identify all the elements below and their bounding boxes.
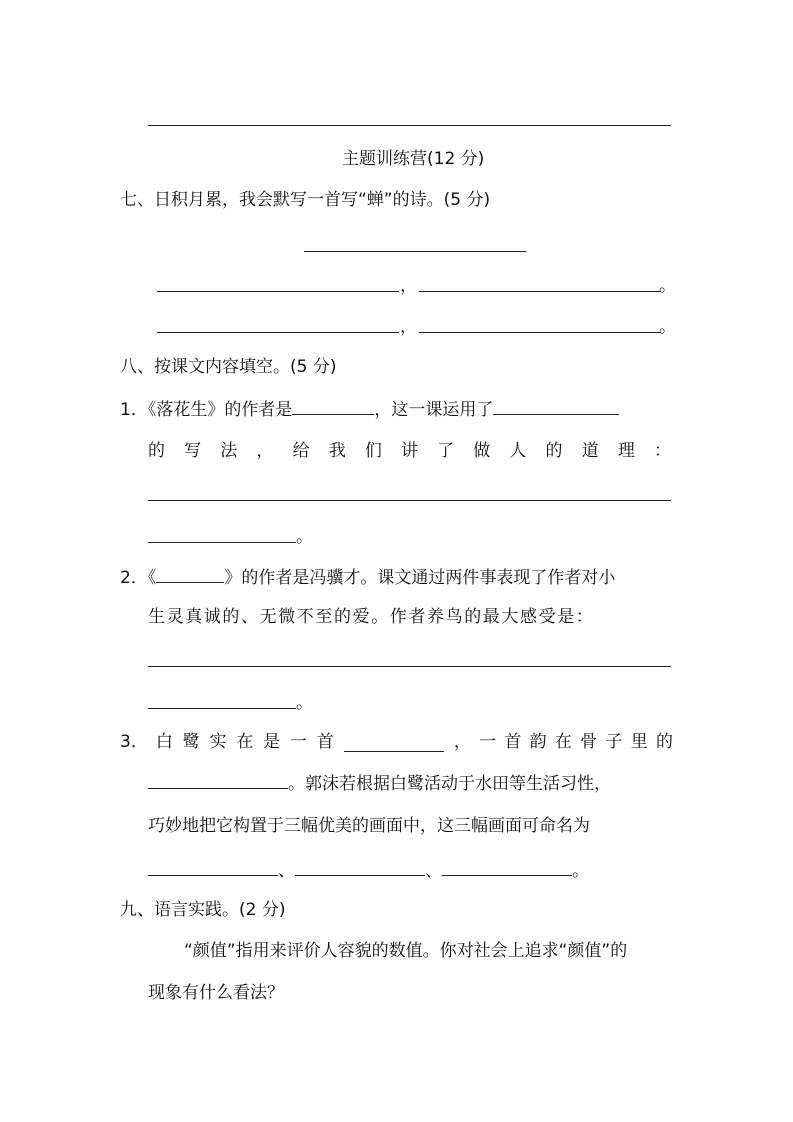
q7-heading: 七、日积月累，我会默写一首写“蝉”的诗。(5 分): [120, 190, 491, 210]
q9-heading: 九、语言实践。(2 分): [120, 900, 286, 920]
item1-answer-line-2[interactable]: [148, 542, 296, 543]
poem-line-1a[interactable]: [157, 291, 399, 292]
q8-item2-line2: 生灵真诚的、无微不至的爱。作者养鸟的最大感受是：: [148, 607, 595, 627]
q8-heading: 八、按课文内容填空。(5 分): [120, 357, 337, 377]
item1-text-a: 《落花生》的作者是: [147, 400, 293, 420]
item-number: 1．: [120, 400, 148, 420]
poem-type-blank[interactable]: [344, 735, 444, 752]
q8-item3-line2: 。郭沫若根据白鹭活动于水田等生活习性，: [148, 772, 611, 794]
q9-prompt-line2: 现象有什么看法？: [148, 983, 284, 1003]
item2-period: 。: [296, 693, 313, 713]
q8-item2-line1: 2．《 》的作者是冯骥才。课文通过两件事表现了作者对小: [120, 568, 616, 588]
poem-comma-1: ，: [400, 276, 417, 296]
item1-period: 。: [296, 527, 313, 547]
poem-line-2a[interactable]: [157, 332, 399, 333]
scene-blank-3[interactable]: [442, 859, 572, 876]
item1-text-b: ，这一课运用了: [374, 400, 494, 420]
item1-answer-line-1[interactable]: [148, 500, 671, 501]
title-blank[interactable]: [156, 566, 224, 583]
scene-blank-1[interactable]: [148, 859, 278, 876]
item2-text-a: 的作者是冯骥才。课文通过两件事表现了作者对小: [241, 568, 616, 588]
poem-line-1b[interactable]: [419, 291, 661, 292]
q8-item3-line4: 、 、 。: [148, 859, 589, 881]
section-title: 主题训练营(12 分): [342, 149, 485, 169]
author-blank[interactable]: [292, 398, 374, 415]
poem-period-2: 。: [659, 317, 676, 337]
item-number: 3．: [120, 732, 148, 752]
poem-comma-2: ，: [400, 317, 417, 337]
item-number: 2．: [120, 568, 148, 588]
poem-period-1: 。: [659, 276, 676, 296]
q8-item3-line3: 巧妙地把它构置于三幅优美的画面中，这三幅画面可命名为: [148, 816, 590, 836]
technique-blank[interactable]: [493, 398, 619, 415]
q8-item3-line1: 3． 白 鹭 实 在 是 一 首 ， 一 首 韵 在 骨 子 里 的: [120, 732, 673, 752]
poem-rhyme-blank[interactable]: [148, 772, 288, 789]
item2-answer-line-2[interactable]: [148, 708, 296, 709]
q8-item1-line1: [120, 398, 619, 420]
answer-line-top[interactable]: [148, 125, 671, 126]
item2-answer-line-1[interactable]: [148, 666, 671, 667]
q9-prompt-line1: “颜值”指用来评价人容貌的数值。你对社会上追求“颜值”的: [184, 941, 628, 961]
poem-title-line[interactable]: [304, 251, 526, 252]
poem-line-2b[interactable]: [419, 332, 661, 333]
q8-item1-line2: 的 写 法 ， 给 我 们 讲 了 做 人 的 道 理 ：: [148, 441, 671, 461]
scene-blank-2[interactable]: [295, 859, 425, 876]
